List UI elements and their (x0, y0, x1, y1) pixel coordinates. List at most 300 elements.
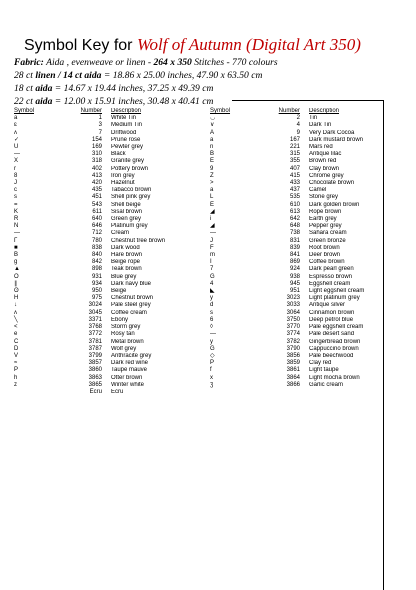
table-row (14, 122, 204, 129)
number-cell: 611 (92, 208, 102, 215)
table-row (210, 158, 405, 165)
number-cell: 3045 (88, 309, 102, 316)
number-cell: 4 (296, 122, 300, 129)
symbol-cell: L (210, 194, 214, 201)
symbol-cell: ʘ (14, 288, 19, 295)
symbol-cell (14, 389, 64, 396)
number-cell: 1 (98, 115, 102, 122)
description-cell: Chrome grey (309, 172, 344, 179)
symbol-cell: A (210, 129, 215, 136)
table-row (14, 259, 204, 266)
number-header: Number (278, 108, 300, 114)
table-row (210, 367, 405, 374)
number-cell: 415 (289, 172, 300, 179)
symbol-cell: Γ (14, 237, 18, 244)
description-cell: Garlic cream (309, 381, 344, 388)
table-row (14, 266, 204, 273)
number-cell: 3857 (88, 360, 102, 367)
description-cell: Driftwood (111, 129, 137, 136)
table-row (14, 375, 204, 382)
symbol-cell: ◢ (210, 208, 215, 215)
description-cell: Black (111, 151, 126, 158)
number-cell: 413 (91, 172, 102, 179)
table-row (210, 115, 405, 122)
table-row (14, 324, 204, 331)
table-row (210, 130, 405, 137)
table-row (14, 389, 204, 396)
number-cell: 924 (289, 266, 300, 273)
number-cell: Ecru (89, 388, 102, 395)
number-cell: 420 (91, 180, 102, 187)
table-row (14, 202, 204, 209)
number-cell: 840 (91, 252, 102, 259)
description-cell: Beige rope (111, 259, 141, 266)
spec-suffix: Stitches - 770 colours (191, 57, 278, 68)
number-cell: 3790 (286, 345, 300, 352)
description-cell: Chocolate brown (309, 180, 355, 187)
table-row (14, 274, 204, 281)
table-row (14, 331, 204, 338)
table-row (210, 281, 405, 288)
number-cell: 3023 (286, 295, 300, 302)
description-cell: Gingerbread brown (309, 338, 361, 345)
symbol-cell: ✓ (14, 136, 20, 143)
number-cell: 648 (289, 223, 300, 230)
symbol-cell: — (210, 331, 216, 338)
table-row (210, 187, 405, 194)
description-cell: Sahara cream (309, 230, 347, 237)
symbol-cell: g (14, 259, 18, 266)
description-cell: Chestnut tree brown (111, 237, 166, 244)
number-cell: 3064 (286, 309, 300, 316)
spec-prefix: 18 ct (14, 83, 36, 94)
description-cell: Dark red wine (111, 360, 149, 367)
description-cell: Blue grey (111, 273, 137, 280)
description-cell: Storm grey (111, 324, 141, 331)
number-cell: 3859 (286, 360, 300, 367)
description-cell: Mars red (309, 144, 333, 151)
description-cell: Rosy tan (111, 331, 135, 338)
description-cell: Clay brown (309, 165, 340, 172)
symbol-cell: B (210, 151, 215, 158)
symbol-cell: B (14, 252, 19, 259)
table-row (210, 252, 405, 259)
spec-bold: aida (35, 83, 53, 94)
table-row (14, 166, 204, 173)
number-cell: 945 (289, 280, 300, 287)
symbol-cell: ≈ (14, 360, 18, 367)
description-cell: Antique lilac (309, 151, 342, 158)
description-cell: Shell beige (111, 201, 141, 208)
description-cell: Cappuccino brown (309, 345, 359, 352)
table-row (210, 266, 405, 273)
table-row (14, 367, 204, 374)
symbol-cell: 9 (210, 165, 214, 172)
description-cell: Hare brown (111, 252, 143, 259)
spec-suffix: = 18.86 x 25.00 inches, 47.90 x 63.50 cm (101, 70, 263, 81)
description-cell: Clay red (309, 360, 332, 367)
symbol-cell: f (210, 367, 212, 374)
description-header: Description (309, 108, 340, 114)
description-cell: Green grey (111, 216, 142, 223)
description-cell: Dark pearl green (309, 266, 354, 273)
table-row (14, 194, 204, 201)
symbol-cell: ʒ (210, 381, 214, 388)
symbol-cell: ↓ (14, 302, 17, 309)
symbol-cell: 7 (210, 266, 214, 273)
table-row (210, 137, 405, 144)
description-cell: Sisal brown (111, 208, 143, 215)
table-row (14, 360, 204, 367)
number-cell: 869 (289, 259, 300, 266)
table-row (14, 144, 204, 151)
symbol-cell: ∥ (14, 280, 17, 287)
spec-bold: aida (35, 96, 53, 107)
description-cell: Deep petrol blue (309, 316, 354, 323)
spec-line (14, 69, 278, 82)
description-cell: Pale beechwood (309, 352, 354, 359)
number-cell: 535 (289, 194, 300, 201)
symbol-cell: ʌ (14, 129, 17, 136)
symbol-cell: d (210, 302, 214, 309)
description-cell: Otter brown (111, 374, 143, 381)
spec-line (14, 56, 278, 69)
number-cell: 3865 (88, 381, 102, 388)
symbol-cell: z (14, 381, 17, 388)
symbol-cell: ▲ (14, 266, 20, 273)
description-cell: Light mocha brown (309, 374, 360, 381)
description-cell: Dark golden brown (309, 201, 360, 208)
symbol-cell: c (14, 187, 17, 194)
number-cell: 938 (289, 273, 300, 280)
table-row (210, 216, 405, 223)
number-cell: 842 (91, 259, 102, 266)
symbol-cell: 8 (14, 172, 18, 179)
description-cell: Beige (111, 288, 127, 295)
description-cell: Granite grey (111, 158, 145, 165)
symbol-cell: m (210, 252, 215, 259)
description-cell: Medium Tin (111, 122, 143, 129)
description-cell: Pewter grey (111, 144, 144, 151)
description-cell: Hazelnut (111, 180, 135, 187)
symbol-cell: = (14, 201, 18, 208)
description-cell: Prune rose (111, 136, 141, 143)
symbol-cell: U (14, 144, 19, 151)
symbol-cell: 6 (210, 316, 214, 323)
table-row (14, 230, 204, 237)
table-row (14, 151, 204, 158)
symbol-cell: D (14, 345, 19, 352)
number-cell: 355 (289, 158, 300, 165)
symbol-cell: C (14, 338, 19, 345)
symbol-cell: ◇ (210, 352, 215, 359)
table-row (210, 245, 405, 252)
description-cell: Platinum grey (111, 223, 148, 230)
spec-line (14, 82, 278, 95)
description-cell: White Tin (111, 115, 137, 122)
symbol-cell: y (210, 295, 213, 302)
description-cell: Coffee brown (309, 259, 345, 266)
table-header (14, 108, 204, 115)
number-header: Number (80, 108, 102, 114)
table-row (210, 166, 405, 173)
symbol-cell: a (210, 187, 214, 194)
spec-bold: 264 x 350 (153, 57, 192, 68)
symbol-cell: a (210, 136, 214, 143)
number-cell: 3 (98, 122, 102, 129)
table-row (14, 245, 204, 252)
description-cell: Very Dark Cocoa (309, 129, 355, 136)
symbol-cell: ◊ (210, 324, 213, 331)
symbol-cell: ◡ (210, 115, 216, 122)
symbol-cell: P (14, 367, 19, 374)
number-cell: 315 (289, 151, 300, 158)
symbol-cell: R (14, 216, 19, 223)
table-row (210, 375, 405, 382)
number-cell: 3768 (88, 324, 102, 331)
table-row (14, 288, 204, 295)
description-header: Description (111, 108, 142, 114)
number-cell: 3772 (88, 331, 102, 338)
number-cell: 831 (289, 237, 300, 244)
table-row (210, 346, 405, 353)
table-row (210, 353, 405, 360)
table-row (210, 259, 405, 266)
symbol-cell: F (210, 244, 214, 251)
table-row (210, 151, 405, 158)
number-cell: 931 (91, 273, 102, 280)
description-cell: Eggshell cream (309, 280, 351, 287)
number-cell: 3866 (286, 381, 300, 388)
table-row (210, 144, 405, 151)
symbol-cell: J (210, 237, 213, 244)
description-cell: Shell pink grey (111, 194, 151, 201)
spec-middle: Aida , evenweave or linen - (43, 57, 154, 68)
number-cell: 3860 (88, 367, 102, 374)
symbol-cell: ◣ (210, 288, 215, 295)
table-row (14, 302, 204, 309)
number-cell: 154 (91, 136, 102, 143)
table-row (14, 180, 204, 187)
number-cell: 839 (289, 244, 300, 251)
symbol-cell: n (210, 144, 214, 151)
symbol-cell: e (14, 331, 18, 338)
symbol-cell: a (14, 115, 18, 122)
table-row (210, 302, 405, 309)
number-cell: 3799 (88, 352, 102, 359)
number-cell: 934 (91, 280, 102, 287)
number-cell: 3864 (286, 374, 300, 381)
symbol-cell: E (210, 201, 215, 208)
description-cell: Brown red (309, 158, 337, 165)
symbol-cell: I (210, 259, 212, 266)
table-row (210, 382, 405, 389)
symbol-cell: s (210, 309, 213, 316)
number-cell: 951 (289, 288, 300, 295)
spec-prefix: 22 ct (14, 96, 36, 107)
table-row (210, 202, 405, 209)
number-cell: 435 (91, 187, 102, 194)
number-cell: 975 (91, 295, 102, 302)
description-cell: Dark navy blue (111, 280, 152, 287)
description-cell: Wolf grey (111, 345, 137, 352)
description-cell: Deer brown (309, 252, 341, 259)
number-cell: 640 (91, 216, 102, 223)
table-row (14, 130, 204, 137)
number-cell: 310 (91, 151, 102, 158)
table-row (210, 331, 405, 338)
description-cell: Light taupe (309, 367, 339, 374)
description-cell: Winter white (111, 381, 145, 388)
table-row (210, 194, 405, 201)
description-cell: Teak brown (111, 266, 142, 273)
table-top-rule (232, 100, 384, 101)
symbol-cell: ◢ (210, 223, 215, 230)
number-cell: 169 (91, 144, 102, 151)
description-cell: Pepper grey (309, 223, 342, 230)
number-cell: 3782 (286, 338, 300, 345)
number-cell: 7 (98, 129, 102, 136)
description-cell: Pale desert sand (309, 331, 355, 338)
number-cell: 3861 (286, 367, 300, 374)
table-row (14, 209, 204, 216)
table-row (210, 339, 405, 346)
description-cell: Earth grey (309, 216, 337, 223)
symbol-header: Symbol (14, 108, 35, 114)
table-row (210, 238, 405, 245)
symbol-cell: < (14, 324, 18, 331)
table-row (14, 382, 204, 389)
symbol-cell: — (14, 151, 20, 158)
symbol-cell: O (14, 273, 19, 280)
symbol-cell: G (210, 273, 215, 280)
symbol-cell: Z (210, 172, 214, 179)
number-cell: 3024 (88, 302, 102, 309)
number-cell: 841 (289, 252, 300, 259)
symbol-cell: P (210, 360, 215, 367)
table-row (14, 252, 204, 259)
number-cell: 3033 (286, 302, 300, 309)
pattern-name: Wolf of Autumn (Digital Art 350) (136, 35, 361, 54)
description-cell: Taupe mauve (111, 367, 148, 374)
symbol-cell: — (14, 230, 20, 237)
number-cell: 898 (91, 266, 102, 273)
table-row (14, 137, 204, 144)
table-row (14, 173, 204, 180)
symbol-cell: N (14, 223, 19, 230)
table-row (14, 223, 204, 230)
table-row (210, 360, 405, 367)
symbol-cell: > (210, 180, 214, 187)
number-cell: 3781 (88, 338, 102, 345)
title-prefix: Symbol Key for (24, 37, 137, 54)
symbol-cell: K (14, 208, 19, 215)
number-cell: 3750 (286, 316, 300, 323)
number-cell: 3787 (88, 345, 102, 352)
symbol-cell: V (14, 352, 19, 359)
symbol-cell: ɛ (14, 122, 17, 129)
number-cell: 433 (289, 180, 300, 187)
symbol-cell: J (14, 180, 17, 187)
description-cell: Iron grey (111, 172, 135, 179)
spec-line (14, 95, 278, 108)
description-cell: Ecru (111, 388, 124, 395)
spec-prefix: Fabric: (14, 57, 44, 68)
symbol-table-right (210, 108, 405, 389)
description-cell: Cinnamon brown (309, 309, 355, 316)
number-cell: 402 (91, 165, 102, 172)
description-cell: Rope brown (309, 208, 342, 215)
number-cell: 646 (91, 223, 102, 230)
number-cell: 543 (91, 201, 102, 208)
number-cell: 3770 (286, 324, 300, 331)
spec-prefix: 28 ct (14, 70, 36, 81)
description-cell: Green bronze (309, 237, 346, 244)
spec-suffix: = 12.00 x 15.91 inches, 30.48 x 40.41 cm (52, 96, 214, 107)
symbol-cell: G (210, 345, 215, 352)
symbol-cell: s (14, 194, 17, 201)
number-cell: 738 (289, 230, 300, 237)
symbol-cell: ʌ (14, 309, 17, 316)
description-cell: Pottery brown (111, 165, 149, 172)
description-cell: Cream (111, 230, 130, 237)
symbol-cell: y (210, 338, 213, 345)
table-row (210, 295, 405, 302)
symbol-table-left (14, 108, 204, 396)
description-cell: Dark mustard brown (309, 136, 364, 143)
table-row (210, 122, 405, 129)
number-cell: 610 (289, 201, 300, 208)
table-row (14, 310, 204, 317)
number-cell: 407 (289, 165, 300, 172)
description-cell: Pale steel grey (111, 302, 151, 309)
table-row (14, 295, 204, 302)
table-row (210, 180, 405, 187)
table-row (210, 173, 405, 180)
number-cell: 613 (289, 208, 300, 215)
number-cell: 780 (91, 237, 102, 244)
symbol-header: Symbol (210, 108, 231, 114)
number-cell: 950 (91, 288, 102, 295)
table-row (14, 187, 204, 194)
table-row (14, 281, 204, 288)
description-cell: Dark wood (111, 244, 140, 251)
description-cell: Antique silver (309, 302, 346, 309)
table-header (210, 108, 405, 115)
table-row (14, 115, 204, 122)
table-row (14, 346, 204, 353)
table-row (210, 317, 405, 324)
symbol-cell: 4 (210, 280, 214, 287)
symbol-cell: i (210, 216, 212, 223)
symbol-cell: h (14, 374, 18, 381)
number-cell: 167 (289, 136, 300, 143)
table-row (14, 339, 204, 346)
description-cell: Tin (309, 115, 318, 122)
table-row (14, 158, 204, 165)
number-cell: 3856 (286, 352, 300, 359)
symbol-cell: E (210, 158, 215, 165)
table-row (14, 353, 204, 360)
table-row (210, 274, 405, 281)
table-row (14, 216, 204, 223)
description-cell: Anthracite grey (111, 352, 152, 359)
symbol-cell: X (14, 158, 19, 165)
description-cell: Root brown (309, 244, 340, 251)
number-cell: 838 (91, 244, 102, 251)
description-cell: Espresso brown (309, 273, 353, 280)
table-row (210, 209, 405, 216)
